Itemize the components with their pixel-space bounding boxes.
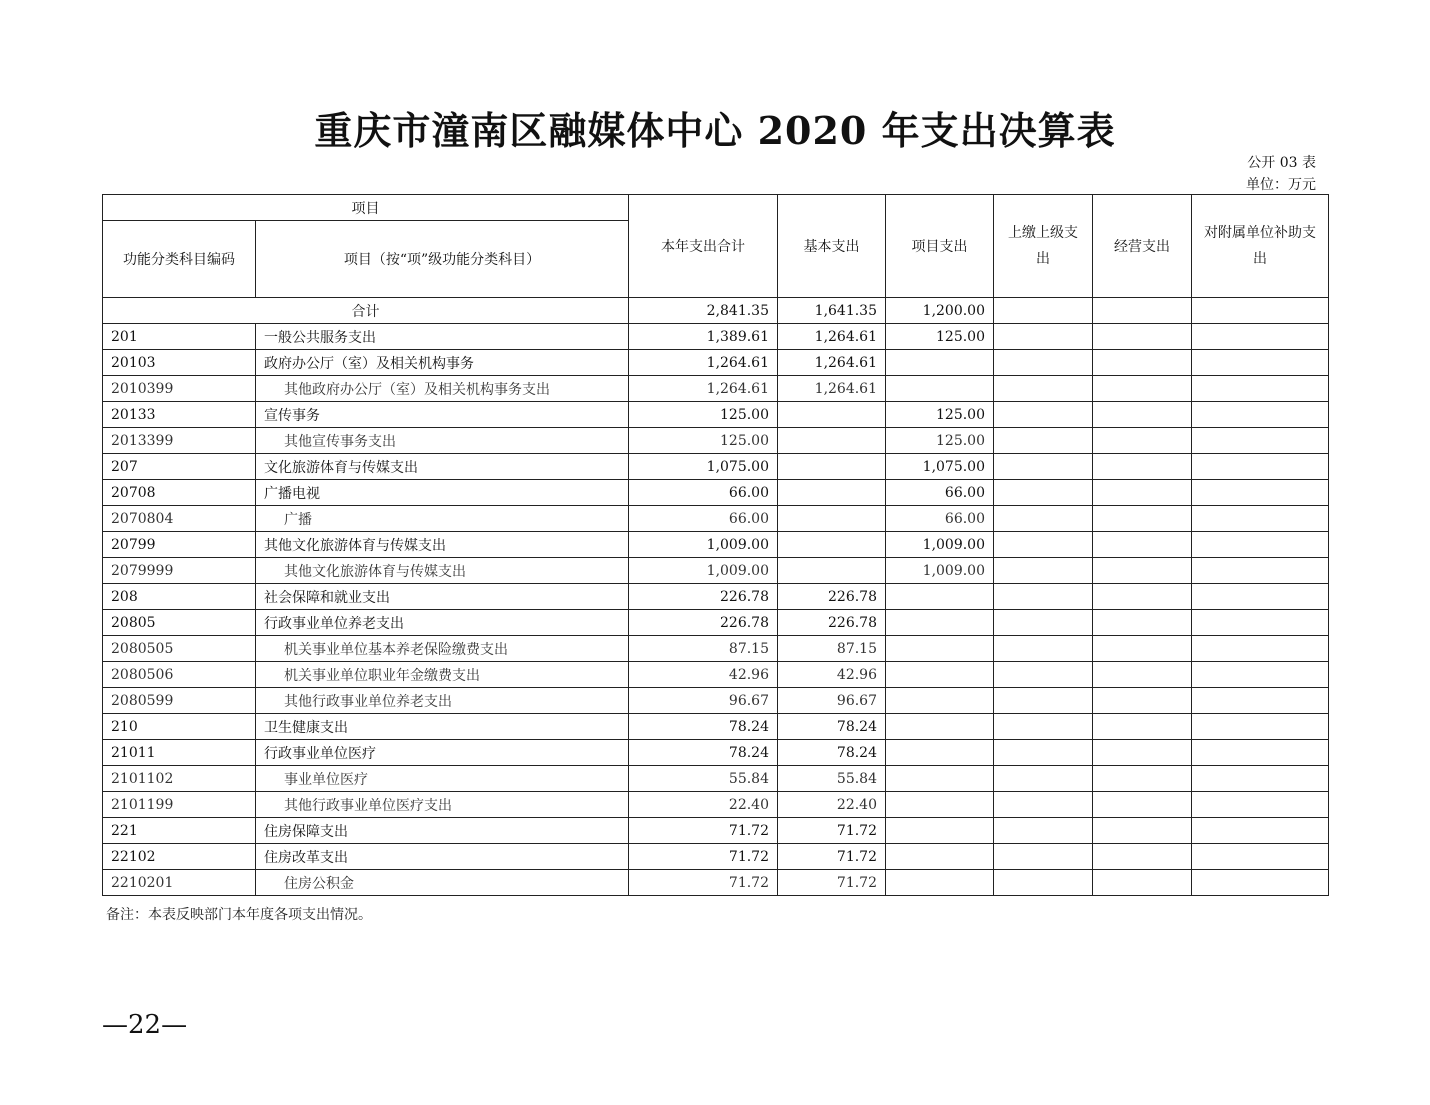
table-row — [103, 454, 1329, 480]
row-subsidy — [1192, 558, 1329, 584]
row-name: 住房改革支出 — [256, 844, 629, 870]
row-upper — [994, 324, 1093, 350]
row-code: 2210201 — [103, 870, 256, 896]
table-row — [103, 714, 1329, 740]
row-upper — [994, 688, 1093, 714]
row-code: 201 — [103, 324, 256, 350]
row-name: 事业单位医疗 — [256, 766, 629, 792]
row-upper — [994, 766, 1093, 792]
header-item-group: 项目 — [103, 195, 629, 221]
row-business — [1093, 610, 1192, 636]
row-project: 125.00 — [886, 402, 994, 428]
row-name: 广播电视 — [256, 480, 629, 506]
row-project — [886, 792, 994, 818]
row-project: 1,075.00 — [886, 454, 994, 480]
row-code: 2101102 — [103, 766, 256, 792]
row-total: 66.00 — [629, 506, 778, 532]
row-total: 78.24 — [629, 740, 778, 766]
row-upper — [994, 662, 1093, 688]
row-basic: 1,264.61 — [778, 350, 886, 376]
row-upper — [994, 506, 1093, 532]
row-project: 125.00 — [886, 428, 994, 454]
header-name: 项目（按“项”级功能分类科目） — [256, 221, 629, 298]
form-code: 公开 03 表 — [1247, 155, 1316, 171]
row-name: 机关事业单位职业年金缴费支出 — [256, 662, 629, 688]
row-project — [886, 844, 994, 870]
row-name: 行政事业单位养老支出 — [256, 610, 629, 636]
table-row — [103, 870, 1329, 896]
row-upper — [994, 532, 1093, 558]
row-upper — [994, 870, 1093, 896]
row-business — [1093, 818, 1192, 844]
row-project — [886, 610, 994, 636]
total-total: 2,841.35 — [629, 298, 778, 324]
row-name: 住房公积金 — [256, 870, 629, 896]
row-project — [886, 584, 994, 610]
row-subsidy — [1192, 792, 1329, 818]
row-code: 20805 — [103, 610, 256, 636]
row-basic: 71.72 — [778, 818, 886, 844]
row-project — [886, 376, 994, 402]
table-row — [103, 610, 1329, 636]
row-total: 78.24 — [629, 714, 778, 740]
row-upper — [994, 428, 1093, 454]
row-basic: 226.78 — [778, 610, 886, 636]
row-upper — [994, 480, 1093, 506]
row-name: 文化旅游体育与传媒支出 — [256, 454, 629, 480]
row-basic: 1,264.61 — [778, 376, 886, 402]
row-project — [886, 662, 994, 688]
row-subsidy — [1192, 688, 1329, 714]
row-name: 卫生健康支出 — [256, 714, 629, 740]
row-upper — [994, 740, 1093, 766]
row-code: 21011 — [103, 740, 256, 766]
row-total: 42.96 — [629, 662, 778, 688]
page-number: —22— — [102, 1010, 188, 1040]
table-row — [103, 766, 1329, 792]
row-subsidy — [1192, 402, 1329, 428]
table-row — [103, 662, 1329, 688]
row-total: 1,389.61 — [629, 324, 778, 350]
row-basic: 71.72 — [778, 870, 886, 896]
row-business — [1093, 844, 1192, 870]
row-name: 行政事业单位医疗 — [256, 740, 629, 766]
row-subsidy — [1192, 428, 1329, 454]
row-basic — [778, 480, 886, 506]
row-project — [886, 870, 994, 896]
row-project: 1,009.00 — [886, 532, 994, 558]
row-basic: 55.84 — [778, 766, 886, 792]
row-total: 125.00 — [629, 402, 778, 428]
row-project — [886, 818, 994, 844]
row-basic — [778, 454, 886, 480]
row-upper — [994, 636, 1093, 662]
row-project: 1,009.00 — [886, 558, 994, 584]
row-subsidy — [1192, 454, 1329, 480]
row-total: 1,009.00 — [629, 558, 778, 584]
row-business — [1093, 766, 1192, 792]
row-basic: 96.67 — [778, 688, 886, 714]
row-code: 20103 — [103, 350, 256, 376]
header-upper: 上缴上级支出 — [994, 195, 1093, 298]
row-total: 22.40 — [629, 792, 778, 818]
page-title: 重庆市潼南区融媒体中心 2020 年支出决算表 — [314, 108, 1116, 153]
row-name: 其他文化旅游体育与传媒支出 — [256, 532, 629, 558]
row-subsidy — [1192, 324, 1329, 350]
row-name: 宣传事务 — [256, 402, 629, 428]
total-project: 1,200.00 — [886, 298, 994, 324]
row-project — [886, 766, 994, 792]
row-basic: 78.24 — [778, 740, 886, 766]
row-total: 1,264.61 — [629, 376, 778, 402]
row-basic: 71.72 — [778, 844, 886, 870]
unit-label: 单位：万元 — [1246, 177, 1316, 193]
header-total: 本年支出合计 — [629, 195, 778, 298]
row-subsidy — [1192, 610, 1329, 636]
row-subsidy — [1192, 870, 1329, 896]
row-name: 政府办公厅（室）及相关机构事务 — [256, 350, 629, 376]
total-business — [1093, 298, 1192, 324]
row-code: 22102 — [103, 844, 256, 870]
table-row — [103, 428, 1329, 454]
row-code: 2013399 — [103, 428, 256, 454]
row-business — [1093, 662, 1192, 688]
row-code: 20133 — [103, 402, 256, 428]
table-row — [103, 584, 1329, 610]
row-business — [1093, 454, 1192, 480]
row-total: 87.15 — [629, 636, 778, 662]
total-label: 合计 — [103, 298, 629, 324]
table-row — [103, 636, 1329, 662]
header-project: 项目支出 — [886, 195, 994, 298]
table-row — [103, 818, 1329, 844]
row-business — [1093, 480, 1192, 506]
row-code: 221 — [103, 818, 256, 844]
total-row — [103, 298, 1329, 324]
row-code: 2080506 — [103, 662, 256, 688]
row-name: 其他政府办公厅（室）及相关机构事务支出 — [256, 376, 629, 402]
row-name: 社会保障和就业支出 — [256, 584, 629, 610]
row-total: 226.78 — [629, 610, 778, 636]
row-code: 2079999 — [103, 558, 256, 584]
row-total: 125.00 — [629, 428, 778, 454]
row-upper — [994, 350, 1093, 376]
row-name: 其他文化旅游体育与传媒支出 — [256, 558, 629, 584]
total-subsidy — [1192, 298, 1329, 324]
table-row — [103, 324, 1329, 350]
row-total: 71.72 — [629, 844, 778, 870]
row-basic: 42.96 — [778, 662, 886, 688]
row-business — [1093, 584, 1192, 610]
row-basic — [778, 532, 886, 558]
row-total: 1,264.61 — [629, 350, 778, 376]
row-subsidy — [1192, 376, 1329, 402]
row-total: 71.72 — [629, 870, 778, 896]
row-project — [886, 740, 994, 766]
row-total: 55.84 — [629, 766, 778, 792]
row-total: 71.72 — [629, 818, 778, 844]
row-business — [1093, 376, 1192, 402]
row-subsidy — [1192, 350, 1329, 376]
row-project — [886, 350, 994, 376]
row-code: 2080599 — [103, 688, 256, 714]
row-upper — [994, 376, 1093, 402]
row-subsidy — [1192, 480, 1329, 506]
row-subsidy — [1192, 662, 1329, 688]
row-total: 96.67 — [629, 688, 778, 714]
row-project: 66.00 — [886, 480, 994, 506]
row-upper — [994, 584, 1093, 610]
row-code: 2080505 — [103, 636, 256, 662]
total-upper — [994, 298, 1093, 324]
row-business — [1093, 688, 1192, 714]
row-subsidy — [1192, 636, 1329, 662]
row-code: 207 — [103, 454, 256, 480]
row-subsidy — [1192, 844, 1329, 870]
row-business — [1093, 636, 1192, 662]
row-business — [1093, 402, 1192, 428]
row-subsidy — [1192, 532, 1329, 558]
expenditure-table — [102, 194, 1329, 896]
row-total: 1,009.00 — [629, 532, 778, 558]
row-upper — [994, 610, 1093, 636]
row-code: 2070804 — [103, 506, 256, 532]
row-business — [1093, 506, 1192, 532]
row-basic — [778, 428, 886, 454]
table-row — [103, 532, 1329, 558]
row-project: 66.00 — [886, 506, 994, 532]
row-business — [1093, 350, 1192, 376]
row-upper — [994, 818, 1093, 844]
row-name: 一般公共服务支出 — [256, 324, 629, 350]
row-upper — [994, 714, 1093, 740]
row-project: 125.00 — [886, 324, 994, 350]
row-subsidy — [1192, 818, 1329, 844]
row-name: 住房保障支出 — [256, 818, 629, 844]
row-subsidy — [1192, 584, 1329, 610]
header-basic: 基本支出 — [778, 195, 886, 298]
table-body — [103, 298, 1329, 896]
row-basic: 226.78 — [778, 584, 886, 610]
row-name: 其他宣传事务支出 — [256, 428, 629, 454]
row-business — [1093, 740, 1192, 766]
row-code: 208 — [103, 584, 256, 610]
row-name: 机关事业单位基本养老保险缴费支出 — [256, 636, 629, 662]
footnote: 备注：本表反映部门本年度各项支出情况。 — [106, 907, 372, 923]
table-row — [103, 740, 1329, 766]
row-basic — [778, 506, 886, 532]
row-business — [1093, 324, 1192, 350]
row-business — [1093, 870, 1192, 896]
row-project — [886, 636, 994, 662]
row-name: 广播 — [256, 506, 629, 532]
row-name: 其他行政事业单位养老支出 — [256, 688, 629, 714]
row-basic: 22.40 — [778, 792, 886, 818]
table-row — [103, 350, 1329, 376]
header-code: 功能分类科目编码 — [103, 221, 256, 298]
row-business — [1093, 714, 1192, 740]
row-subsidy — [1192, 766, 1329, 792]
row-basic: 1,264.61 — [778, 324, 886, 350]
row-total: 226.78 — [629, 584, 778, 610]
row-basic: 78.24 — [778, 714, 886, 740]
row-code: 20708 — [103, 480, 256, 506]
total-basic: 1,641.35 — [778, 298, 886, 324]
row-code: 2010399 — [103, 376, 256, 402]
row-upper — [994, 558, 1093, 584]
table-row — [103, 792, 1329, 818]
table-row — [103, 844, 1329, 870]
row-business — [1093, 558, 1192, 584]
row-code: 20799 — [103, 532, 256, 558]
row-upper — [994, 844, 1093, 870]
table-row — [103, 402, 1329, 428]
table-row — [103, 558, 1329, 584]
row-subsidy — [1192, 506, 1329, 532]
row-basic — [778, 402, 886, 428]
row-project — [886, 688, 994, 714]
table-row — [103, 480, 1329, 506]
table-row — [103, 376, 1329, 402]
row-basic — [778, 558, 886, 584]
table-row — [103, 688, 1329, 714]
row-subsidy — [1192, 740, 1329, 766]
row-code: 210 — [103, 714, 256, 740]
row-upper — [994, 402, 1093, 428]
row-business — [1093, 428, 1192, 454]
header-business: 经营支出 — [1093, 195, 1192, 298]
header-subsidy: 对附属单位补助支出 — [1192, 195, 1329, 298]
row-code: 2101199 — [103, 792, 256, 818]
row-upper — [994, 454, 1093, 480]
row-business — [1093, 792, 1192, 818]
row-business — [1093, 532, 1192, 558]
row-subsidy — [1192, 714, 1329, 740]
row-total: 1,075.00 — [629, 454, 778, 480]
row-name: 其他行政事业单位医疗支出 — [256, 792, 629, 818]
row-basic: 87.15 — [778, 636, 886, 662]
table-row — [103, 506, 1329, 532]
row-total: 66.00 — [629, 480, 778, 506]
row-upper — [994, 792, 1093, 818]
row-project — [886, 714, 994, 740]
